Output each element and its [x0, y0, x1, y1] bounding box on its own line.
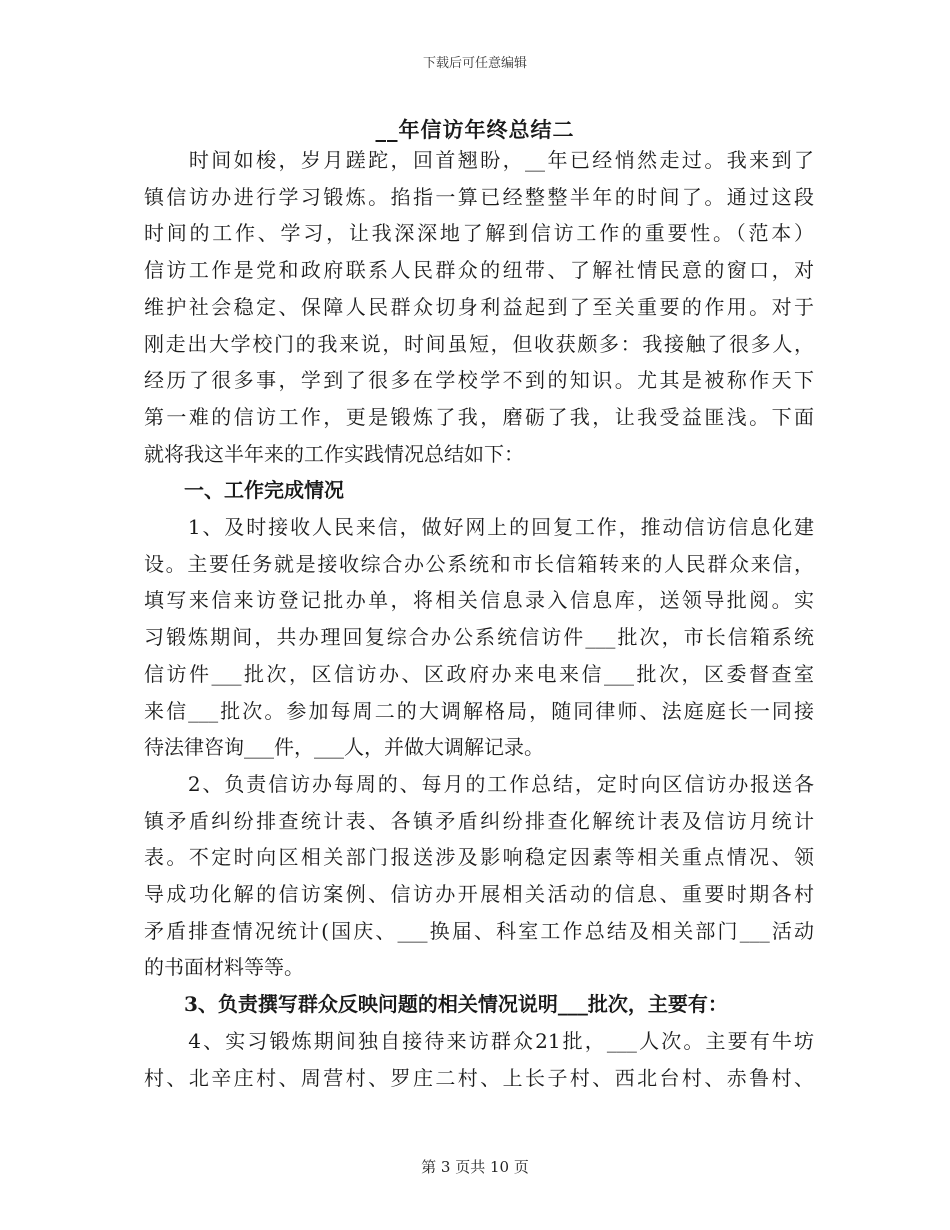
body-line: 待法律咨询___件，___人，并做大调解记录。 [144, 735, 544, 760]
body-line: 时间的工作、学习，让我深深地了解到信访工作的重要性。（范本） [144, 221, 814, 246]
body-line: 经历了很多事，学到了很多在学校学不到的知识。尤其是被称作天下 [144, 368, 814, 393]
body-line: 设。主要任务就是接收综合办公系统和市长信箱转来的人民群众来信， [144, 551, 814, 576]
body-line: 的书面材料等等。 [144, 955, 304, 980]
body-line: 填写来信来访登记批办单，将相关信息录入信息库，送领导批阅。实 [144, 588, 814, 613]
body-line: 刚走出大学校门的我来说，时间虽短，但收获颇多：我接触了很多人， [144, 331, 814, 356]
body-line: 第一难的信访工作，更是锻炼了我，磨砺了我，让我受益匪浅。下面 [144, 404, 814, 429]
body-line: 2、负责信访办每周的、每月的工作总结，定时向区信访办报送各 [144, 771, 814, 796]
body-line: 导成功化解的信访案例、信访办开展相关活动的信息、重要时期各村 [144, 882, 814, 906]
body-line: 一、工作完成情况 [144, 478, 344, 503]
document-title: __年信访年终总结二 [375, 117, 575, 142]
body-line: 习锻炼期间，共办理回复综合办公系统信访件___批次，市长信箱系统 [144, 625, 814, 650]
body-line: 时间如梭，岁月蹉跎，回首翘盼，__年已经悄然走过。我来到了 [144, 148, 814, 172]
page-footer: 第 3 页共 10 页 [421, 1158, 529, 1176]
body-line: 镇矛盾纠纷排查统计表、各镇矛盾纠纷排查化解统计表及信访月统计 [144, 808, 814, 833]
body-line: 维护社会稳定、保障人民群众切身利益起到了至关重要的作用。对于 [144, 294, 814, 319]
body-line: 1、及时接收人民来信，做好网上的回复工作，推动信访信息化建 [144, 515, 814, 539]
body-line: 来信___批次。参加每周二的大调解格局，随同律师、法庭庭长一同接 [144, 698, 814, 723]
body-line: 矛盾排查情况统计(国庆、___换届、科室工作总结及相关部门___活动 [144, 918, 814, 943]
body-line: 表。不定时向区相关部门报送涉及影响稳定因素等相关重点情况、领 [144, 845, 814, 870]
body-line: 4、实习锻炼期间独自接待来访群众21批，___人次。主要有牛坊 [144, 1028, 814, 1053]
body-line: 就将我这半年来的工作实践情况总结如下： [144, 441, 524, 466]
body-line: 信访工作是党和政府联系人民群众的纽带、了解社情民意的窗口，对 [144, 258, 814, 283]
body-line: 信访件___批次，区信访办、区政府办来电来信___批次，区委督查室 [144, 661, 814, 686]
body-line: 村、北辛庄村、周营村、罗庄二村、上长子村、西北台村、赤鲁村、 [144, 1065, 814, 1090]
page-header: 下载后可任意编辑 [422, 56, 527, 71]
body-line: 3、负责撰写群众反映问题的相关情况说明___批次，主要有： [144, 992, 728, 1017]
body-line: 镇信访办进行学习锻炼。掐指一算已经整整半年的时间了。通过这段 [144, 184, 814, 209]
